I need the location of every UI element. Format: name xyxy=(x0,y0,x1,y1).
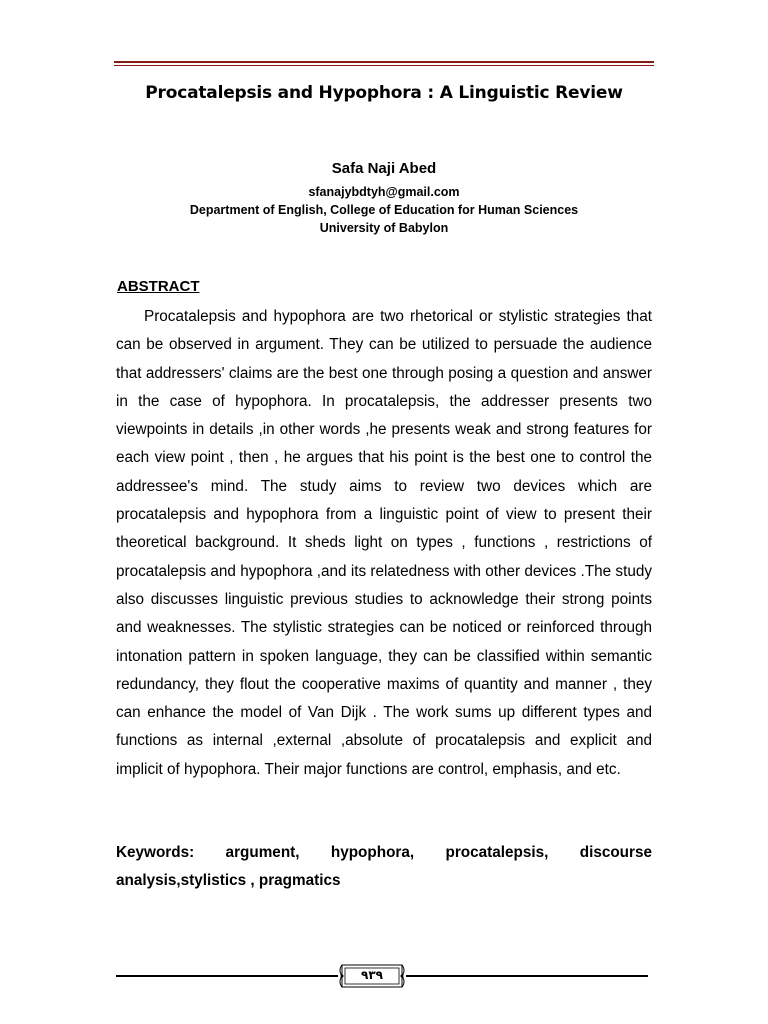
keywords: Keywords: argument, hypophora, procatalepsis, discourse analysis,stylistics , pragmatics xyxy=(116,844,652,890)
abstract-heading: ABSTRACT xyxy=(117,278,200,295)
footer-rule-left xyxy=(116,975,338,977)
page-number: ٩٣٩ xyxy=(361,968,383,982)
abstract-body: Procatalepsis and hypophora are two rhetorical or stylistic strategies that can be observed in argument. They can be utilized to persuade the audience that addressers' claims are the best one through posing a question and answer in the case of hypophora. In procatalepsis, the addresser presents two viewpoints in details ,in other words ,he presents weak and strong features for each view point , then , he argues that his point is the best one to control the addressee's mind. The study aims to review two devices which are procatalepsis and hypophora from a linguistic point of view to present their theoretical background. It sheds light on types , functions , restrictions of procatalepsis and hypophora ,and its relatedness with other devices .The study also discusses linguistic previous studies to acknowledge their strong points and weaknesses. The stylistic strategies can be noticed or reinforced through intonation pattern in spoken language, they can be classified within semantic redundancy, they flout the cooperative maxims of quantity and manner , they can enhance the model of Van Dijk . The work sums up different types and functions as internal ,external ,absolute of procatalepsis and explicit and implicit of hypophora. Their major functions are control, emphasis, and etc. xyxy=(116,308,652,778)
page-number-ornament xyxy=(338,962,406,990)
footer-rule-right xyxy=(406,975,648,977)
author-department: Department of English, College of Education for Human Sciences xyxy=(189,203,579,217)
author-university: University of Babylon xyxy=(319,221,449,235)
paper-title: Procatalepsis and Hypophora : A Linguistic Review xyxy=(145,83,623,103)
header-rule xyxy=(114,61,654,66)
author-email: sfanajybdtyh@gmail.com xyxy=(308,185,460,199)
author-name: Safa Naji Abed xyxy=(331,160,437,177)
